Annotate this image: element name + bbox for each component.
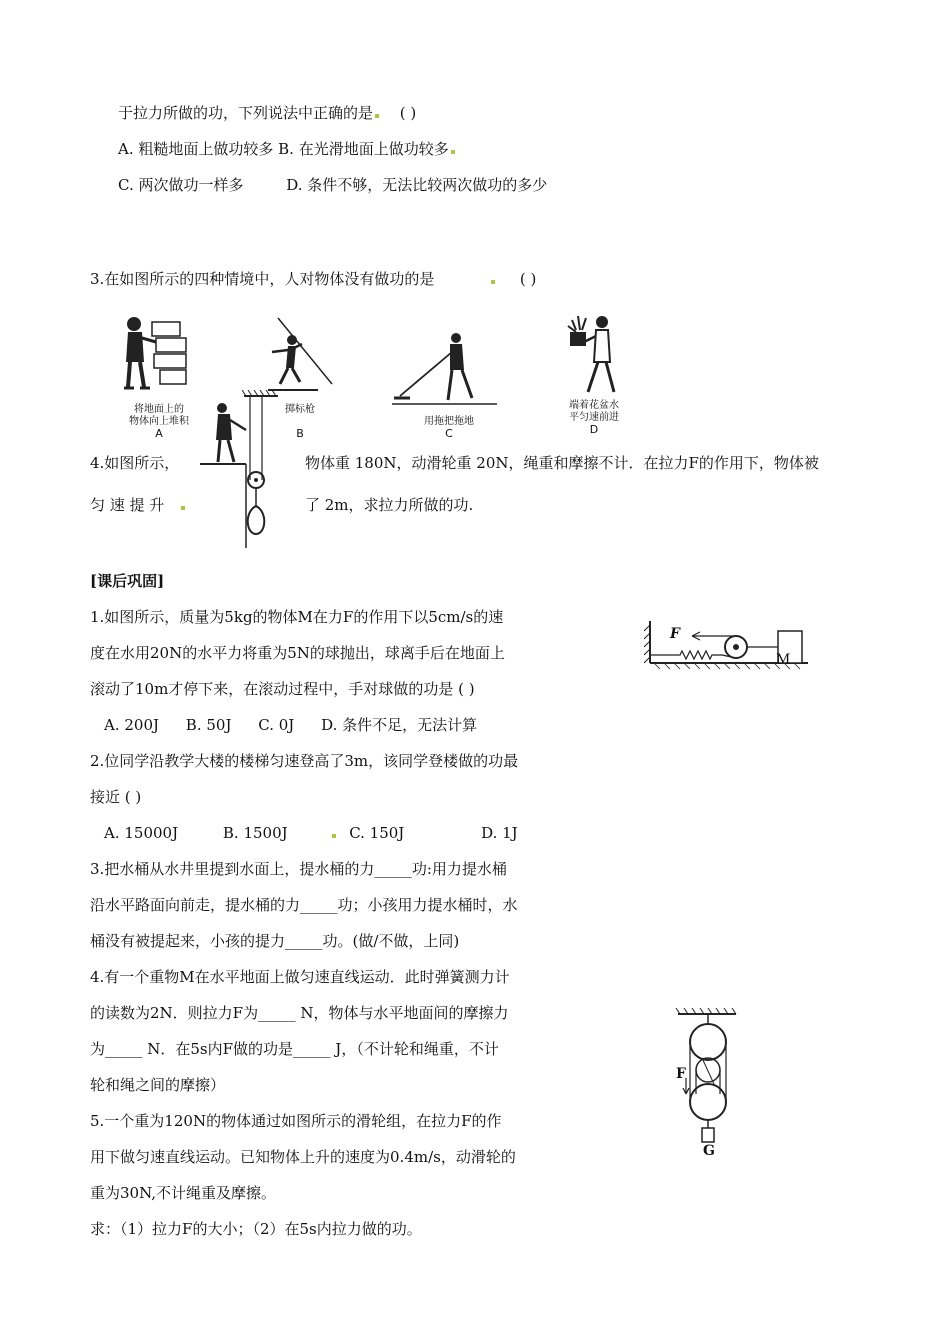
q2-option-c: C. 两次做功一样多 — [118, 176, 244, 194]
q4-line-2a — [90, 495, 187, 515]
after-q4-line: 为_____ N．在5s内F做的功是_____ J，（不计轮和绳重，不计 — [90, 1040, 499, 1058]
caption-line: 平匀速前进 — [569, 412, 619, 423]
mark-dot — [375, 114, 379, 118]
q4-line-1a — [90, 453, 179, 473]
after-q1-line — [90, 679, 475, 699]
after-q1-option: D. 条件不足，无法计算 — [321, 716, 478, 734]
after-q1-line: 1.如图所示，质量为5kg的物体M在力F的作用下以5cm/s的速 — [90, 608, 504, 626]
caption-line: 端着花盆水 — [569, 400, 619, 411]
q4-stem-body: 物体重 180N，动滑轮重 20N，绳重和摩擦不计．在拉力F的作用下，物体被 — [305, 454, 819, 472]
q3-answer-paren: ( ) — [519, 270, 537, 288]
scene-d-illustration — [560, 312, 630, 400]
q4-line-2b — [305, 495, 473, 515]
after-q1-option: C. 0J — [258, 716, 295, 734]
scene-a-illustration — [116, 312, 196, 402]
mark-dot — [451, 150, 455, 154]
caption-line: 掷标枪 — [285, 404, 315, 415]
after-q3-line: 沿水平路面向前走，提水桶的力_____功；小孩用力提水桶时，水 — [90, 896, 518, 914]
q2-option-d: D. 条件不够，无法比较两次做功的多少 — [286, 176, 548, 194]
q2-options-cd — [118, 175, 547, 195]
q2-option-b: B. 在光滑地面上做功较多 — [278, 140, 449, 158]
caption-line: 用拖把拖地 — [424, 416, 474, 427]
q4-pulley-illustration — [200, 390, 300, 550]
scene-b-illustration — [258, 312, 338, 400]
after-q2-option: A. 15000J — [104, 824, 179, 842]
q4-stem-lift: 匀 速 提 升 — [90, 496, 165, 514]
after-q2-options — [104, 823, 518, 843]
after-q4-line: 的读数为2N．则拉力F为_____ N，物体与水平地面间的摩擦力 — [90, 1004, 509, 1022]
q2-stem-text: 于拉力所做的功，下列说法中正确的是 — [118, 104, 374, 122]
mark-dot — [181, 506, 185, 510]
q3-stem — [90, 269, 536, 289]
caption-line: 物体向上堆积 — [129, 416, 189, 427]
mark-dot — [332, 834, 336, 838]
caption-letter: A — [155, 427, 163, 440]
caption-line: 将地面上的 — [134, 404, 184, 415]
after-q2-option: C. 150J — [349, 824, 405, 842]
after-q2-option: B. 1500J — [222, 824, 288, 842]
vertical-pulley-force-label: F — [676, 1066, 686, 1082]
horizontal-pulley-force-label: F — [670, 626, 680, 642]
after-q2-option: D. 1J — [481, 824, 518, 842]
after-q5-line: 5.一个重为120N的物体通过如图所示的滑轮组，在拉力F的作 — [90, 1112, 502, 1130]
vertical-pulley-weight-label: G — [703, 1143, 715, 1159]
scene-d-caption — [558, 400, 630, 436]
q2-answer-paren: ( ) — [399, 104, 417, 122]
mark-dot — [491, 280, 495, 284]
horizontal-pulley-diagram — [640, 615, 820, 673]
after-q4-line: 4.有一个重物M在水平地面上做匀速直线运动．此时弹簧测力计 — [90, 968, 510, 986]
scene-c-illustration — [392, 330, 502, 410]
q3-stem-text: 3.在如图所示的四种情境中，人对物体没有做功的是 — [90, 270, 435, 288]
after-q1-options — [104, 715, 477, 735]
after-q3-line: 3.把水桶从水井里提到水面上，提水桶的力_____功:用力提水桶 — [90, 860, 507, 878]
caption-letter: B — [296, 427, 304, 440]
q4-stem-end: 了 2m，求拉力所做的功. — [305, 496, 474, 514]
q4-stem-start: 4.如图所示， — [90, 454, 180, 472]
after-q1-line: 度在水用20N的水平力将重为5N的球抛出，球离手后在地面上 — [90, 644, 505, 662]
scene-c-caption — [414, 416, 484, 440]
caption-letter: C — [445, 427, 453, 440]
after-q2-line: 2.位同学沿教学大楼的楼梯匀速登高了3m，该同学登楼做的功最 — [90, 752, 519, 770]
scene-a-caption — [118, 404, 200, 440]
after-q4-line: 轮和绳之间的摩擦） — [90, 1076, 226, 1094]
q2-stem-end — [118, 103, 416, 123]
after-q3-line: 桶没有被提起来，小孩的提力_____功。(做/不做，上同) — [90, 932, 460, 950]
after-q1-text: 滚动了10m才停下来，在滚动过程中，手对球做的功是 ( ) — [90, 680, 475, 698]
q2-options-ab — [118, 139, 457, 159]
after-q5-line: 重为30N,不计绳重及摩擦。 — [90, 1184, 277, 1202]
after-q2-line: 接近 ( ) — [90, 788, 142, 806]
after-q5-line: 用下做匀速直线运动。已知物体上升的速度为0.4m/s，动滑轮的 — [90, 1148, 516, 1166]
horizontal-pulley-mass-label: M — [776, 652, 791, 668]
after-q1-option: B. 50J — [185, 716, 232, 734]
after-q1-option: A. 200J — [104, 716, 160, 734]
caption-letter: D — [589, 423, 599, 436]
q2-option-a: A. 粗糙地面上做功较多 — [118, 140, 274, 158]
section-heading: [课后巩固] — [90, 572, 165, 590]
after-q5-line: 求：（1）拉力F的大小；（2）在5s内拉力做的功。 — [90, 1220, 422, 1238]
q4-line-1b — [305, 453, 819, 473]
